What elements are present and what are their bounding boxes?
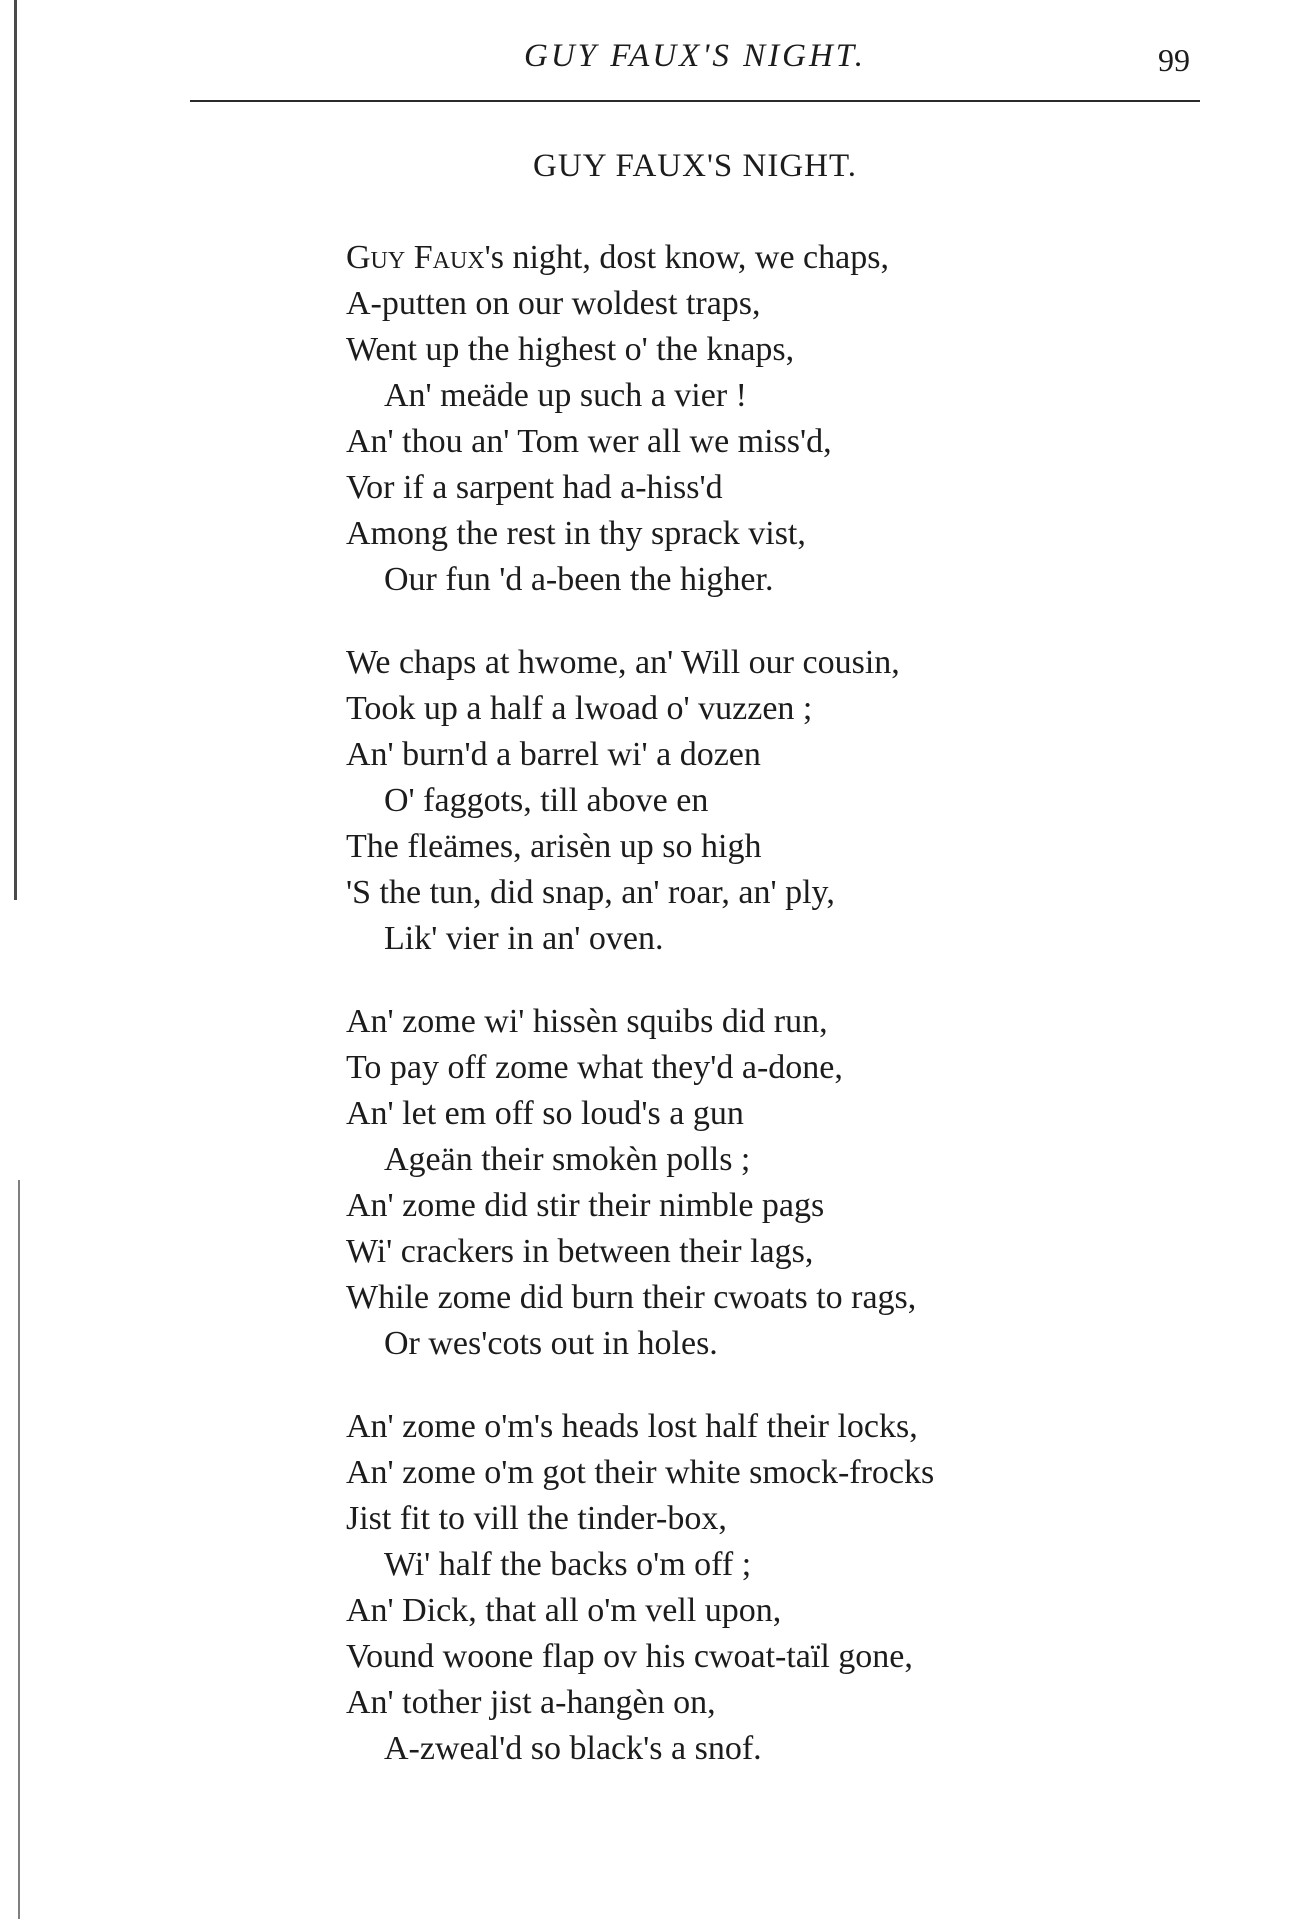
poem-line <box>346 465 1166 511</box>
poem-line <box>346 1634 1166 1680</box>
poem-line-text: Went up the highest o' the knaps, <box>346 331 795 368</box>
poem-line <box>346 235 1166 281</box>
page-binding-edge-lower <box>18 1180 20 1919</box>
poem-line <box>346 1091 1166 1137</box>
poem-line <box>346 1137 1166 1183</box>
poem-line-text: 'S the tun, did snap, an' roar, an' ply, <box>346 874 835 911</box>
stanza <box>346 1404 1166 1772</box>
poem-title: GUY FAUX'S NIGHT. <box>533 148 857 184</box>
poem-line <box>346 1542 1166 1588</box>
poem-line <box>346 1183 1166 1229</box>
poem-line-text: A-zweal'd so black's a snof. <box>384 1730 762 1767</box>
poem-line <box>346 732 1166 778</box>
poem-line-text: A-putten on our woldest traps, <box>346 285 761 322</box>
poem-line-text: Wi' crackers in between their lags, <box>346 1233 814 1270</box>
poem-line <box>346 1588 1166 1634</box>
page-binding-edge <box>14 0 17 900</box>
poem-body <box>346 235 1166 1809</box>
poem-line-text: An' tother jist a-hangèn on, <box>346 1684 716 1721</box>
poem-line <box>346 1045 1166 1091</box>
poem-line-text: An' zome wi' hissèn squibs did run, <box>346 1003 828 1040</box>
poem-line <box>346 1450 1166 1496</box>
poem-line-text: Wi' half the backs o'm off ; <box>384 1546 752 1583</box>
poem-line <box>346 1496 1166 1542</box>
poem-line <box>346 1275 1166 1321</box>
poem-line-text: Among the rest in thy sprack vist, <box>346 515 806 552</box>
poem-line <box>346 870 1166 916</box>
poem-line <box>346 916 1166 962</box>
poem-line-text: To pay off zome what they'd a-done, <box>346 1049 843 1086</box>
poem-line-text: The fleämes, arisèn up so high <box>346 828 762 865</box>
poem-line-text: While zome did burn their cwoats to rags, <box>346 1279 917 1316</box>
stanza <box>346 640 1166 962</box>
poem-line-text: An' let em off so loud's a gun <box>346 1095 744 1132</box>
poem-line <box>346 1680 1166 1726</box>
poem-line <box>346 999 1166 1045</box>
poem-line <box>346 281 1166 327</box>
poem-line <box>346 1229 1166 1275</box>
page-number: 99 <box>1158 42 1190 78</box>
poem-line-text: An' thou an' Tom wer all we miss'd, <box>346 423 832 460</box>
poem-line-text: An' burn'd a barrel wi' a dozen <box>346 736 761 773</box>
running-head <box>190 38 1200 88</box>
poem-line <box>346 373 1166 419</box>
poem-line-text: Ageän their smokèn polls ; <box>384 1141 751 1178</box>
first-line-small-caps: Guy Faux <box>346 239 485 276</box>
poem-line-text: Took up a half a lwoad o' vuzzen ; <box>346 690 813 727</box>
poem-line-text: An' zome o'm's heads lost half their locks, <box>346 1408 918 1445</box>
poem-line <box>346 824 1166 870</box>
poem-line <box>346 640 1166 686</box>
stanza <box>346 235 1166 603</box>
poem-line-text: Lik' vier in an' oven. <box>384 920 664 957</box>
poem-line <box>346 1404 1166 1450</box>
poem-line-text: An' zome o'm got their white smock-frocks <box>346 1454 935 1491</box>
poem-line-text: An' meäde up such a vier ! <box>384 377 747 414</box>
poem-line-text: Vound woone flap ov his cwoat-taïl gone, <box>346 1638 913 1675</box>
poem-line <box>346 327 1166 373</box>
poem-line-text: An' zome did stir their nimble pags <box>346 1187 825 1224</box>
poem-line-text: Or wes'cots out in holes. <box>384 1325 718 1362</box>
header-rule <box>190 100 1200 102</box>
poem-line <box>346 778 1166 824</box>
poem-line <box>346 511 1166 557</box>
poem-line-text: Vor if a sarpent had a-hiss'd <box>346 469 723 506</box>
poem-line <box>346 686 1166 732</box>
poem-line-text: O' faggots, till above en <box>384 782 709 819</box>
poem-line <box>346 1321 1166 1367</box>
poem-line-text: We chaps at hwome, an' Will our cousin, <box>346 644 900 681</box>
poem-line-text: Our fun 'd a-been the higher. <box>384 561 774 598</box>
stanza <box>346 999 1166 1367</box>
poem-line <box>346 419 1166 465</box>
running-head-title: GUY FAUX'S NIGHT. <box>524 38 866 74</box>
poem-line-text: 's night, dost know, we chaps, <box>484 239 889 276</box>
poem-line <box>346 1726 1166 1772</box>
poem-line <box>346 557 1166 603</box>
poem-line-text: An' Dick, that all o'm vell upon, <box>346 1592 782 1629</box>
poem-line-text: Jist fit to vill the tinder-box, <box>346 1500 727 1537</box>
